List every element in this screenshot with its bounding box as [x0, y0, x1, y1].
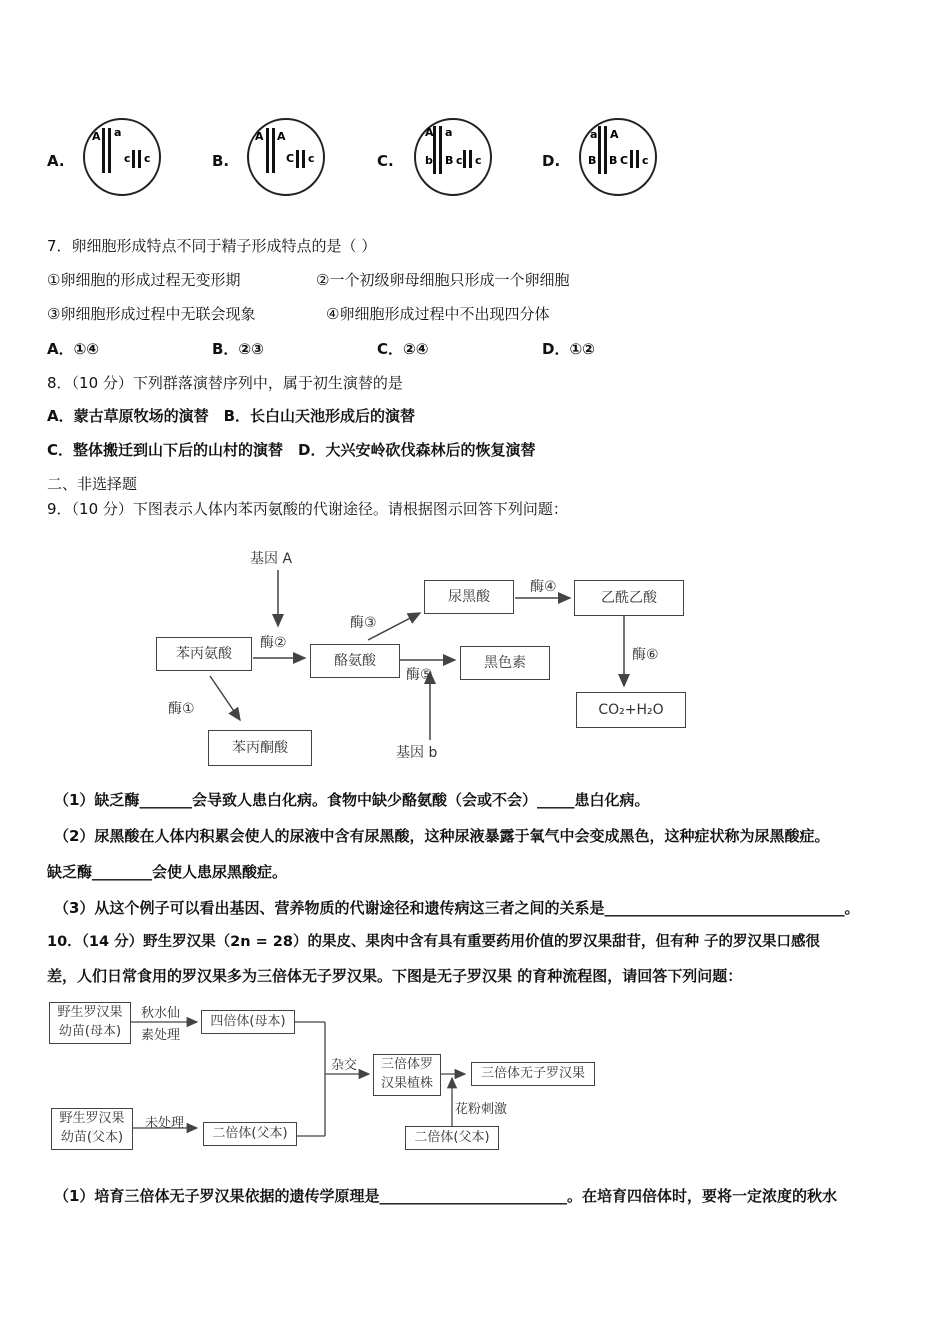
q7-stem: 7．卵细胞形成特点不同于精子形成特点的是（ ）: [47, 237, 377, 255]
cell-diagram-b: [244, 116, 330, 198]
wild-father-box: [51, 1108, 133, 1150]
q10-stem-line1: 10．（14 分）野生罗汉果（2n = 28）的果皮、果肉中含有具有重要药用价值的罗汉果甜苷，但有种 子的罗汉果口感很: [47, 934, 821, 950]
chrom-label: c: [308, 152, 315, 165]
untreated-label: 未处理: [145, 1116, 185, 1131]
q7-item-2: ②一个初级卵母细胞只形成一个卵细胞: [316, 271, 570, 289]
chrom-label: A: [92, 130, 101, 143]
cell-diagram-c: [411, 116, 497, 198]
chrom-label: a: [445, 126, 453, 139]
q7-item-3: ③卵细胞形成过程中无联会现象: [47, 305, 256, 323]
wild-mother-text-2: 幼苗(母本): [58, 1024, 122, 1039]
triploid-text-1: 三倍体罗: [380, 1057, 433, 1072]
chrom-label: A: [610, 128, 619, 141]
melanin-box: 黑色素: [460, 646, 550, 680]
chrom-label: C: [620, 154, 629, 167]
chrom-label: c: [475, 154, 482, 167]
q7-option-c: C．②④: [377, 340, 429, 358]
gene-a-label: 基因 A: [250, 551, 293, 567]
cell-diagram-a: [80, 116, 166, 198]
chrom-label: B: [445, 154, 454, 167]
q10-breeding-diagram: [47, 998, 607, 1154]
homogentisic-box: 尿黑酸: [424, 580, 514, 614]
q9-sub1: （1）缺乏酶_______会导致人患白化病。食物中缺少酪氨酸（会或不会）_____患白化病。: [54, 791, 650, 809]
chrom-label: B: [588, 154, 597, 167]
q7-item-1: ①卵细胞的形成过程无变形期: [47, 271, 241, 289]
enz5-label: 酶⑤: [406, 667, 433, 683]
colchicine-label-2: 素处理: [141, 1028, 181, 1043]
triploid-box: [373, 1054, 441, 1096]
q10-stem-line2: 差，人们日常食用的罗汉果多为三倍体无子罗汉果。下图是无子罗汉果 的育种流程图，请回答下列问题：: [47, 967, 743, 985]
q9-metabolism-diagram: [150, 540, 710, 770]
chrom-label: B: [609, 154, 618, 167]
enz2-label: 酶②: [260, 635, 287, 651]
q8-options-line1: A．蒙古草原牧场的演替 B．长白山天池形成后的演替: [47, 407, 416, 425]
pollen-label: 花粉刺激: [455, 1102, 508, 1117]
q7-option-a: A．①④: [47, 340, 100, 358]
q8-options-line2: C．整体搬迁到山下后的山村的演替 D．大兴安岭砍伐森林后的恢复演替: [47, 441, 536, 459]
q8-stem: 8．（10 分）下列群落演替序列中，属于初生演替的是: [47, 374, 403, 392]
tetraploid-box: 四倍体(母本): [201, 1010, 295, 1034]
wild-mother-text-1: 野生罗汉果: [57, 1005, 123, 1020]
chrom-label: a: [114, 126, 122, 139]
tyr-box: 酪氨酸: [310, 644, 400, 678]
q6-option-d-label: D.: [542, 152, 561, 170]
q9-sub3: （3）从这个例子可以看出基因、营养物质的代谢途径和遗传病这三者之间的关系是________________________________。: [54, 899, 860, 917]
q7-option-d: D．①②: [542, 340, 595, 358]
q6-option-a-label: A.: [47, 152, 65, 170]
cell-diagram-d: [576, 116, 662, 198]
q6-option-b-label: B.: [212, 152, 230, 170]
chrom-label: b: [425, 154, 433, 167]
q9-sub2a: （2）尿黑酸在人体内积累会使人的尿液中含有尿黑酸，这种尿液暴露于氧气中会变成黑色，这种症状称为尿黑酸症。: [54, 827, 830, 845]
wild-father-text-1: 野生罗汉果: [59, 1111, 125, 1126]
wild-mother-box: [49, 1002, 131, 1044]
q7-item-4: ④卵细胞形成过程中不出现四分体: [326, 305, 550, 323]
pyruvate-box: 苯丙酮酸: [208, 730, 312, 766]
section-title: 二、非选择题: [47, 475, 138, 493]
gene-b-label: 基因 b: [396, 745, 438, 761]
q9-stem: 9．（10 分）下图表示人体内苯丙氨酸的代谢途径。请根据图示回答下列问题：: [47, 500, 568, 518]
colchicine-label-1: 秋水仙: [141, 1006, 181, 1021]
chrom-label: c: [456, 154, 463, 167]
chrom-label: A: [255, 130, 264, 143]
chrom-label: c: [124, 152, 131, 165]
acetoacetic-box: 乙酰乙酸: [574, 580, 684, 616]
chrom-label: A: [425, 126, 434, 139]
seedless-box: 三倍体无子罗汉果: [471, 1062, 595, 1086]
phe-box: 苯丙氨酸: [156, 637, 252, 671]
q10-sub1: （1）培育三倍体无子罗汉果依据的遗传学原理是_________________________。在培育四倍体时，要将一定浓度的秋水: [54, 1187, 837, 1205]
diploid2-box: 二倍体(父本): [405, 1126, 499, 1150]
q6-option-c-label: C.: [377, 152, 394, 170]
chrom-label: A: [277, 130, 286, 143]
chrom-label: C: [286, 152, 295, 165]
triploid-text-2: 汉果植株: [380, 1076, 433, 1091]
co2-box: CO₂+H₂O: [576, 692, 686, 728]
cross-label: 杂交: [331, 1058, 358, 1073]
chrom-label: a: [590, 128, 598, 141]
q9-sub2b: 缺乏酶________会使人患尿黑酸症。: [47, 863, 288, 881]
enz6-label: 酶⑥: [632, 647, 659, 663]
enz4-label: 酶④: [530, 579, 557, 595]
chrom-label: c: [144, 152, 151, 165]
enz1-label: 酶①: [168, 701, 195, 717]
chrom-label: c: [642, 154, 649, 167]
q7-option-b: B．②③: [212, 340, 264, 358]
enz3-label: 酶③: [350, 615, 377, 631]
diploid-box: 二倍体(父本): [203, 1122, 297, 1146]
wild-father-text-2: 幼苗(父本): [60, 1130, 124, 1145]
